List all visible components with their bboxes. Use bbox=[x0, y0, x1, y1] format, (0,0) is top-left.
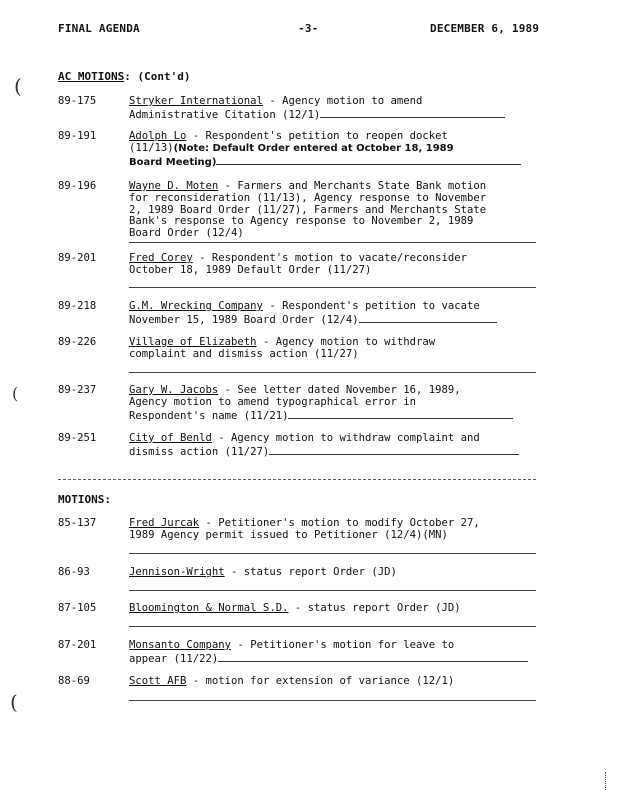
description-line: - Respondent's petition to vacate bbox=[262, 300, 480, 312]
party-name: Fred Jurcak bbox=[129, 517, 200, 529]
docket-number: 89-196 bbox=[58, 180, 97, 192]
description-line: - Petitioner's motion for leave to bbox=[231, 639, 455, 651]
description-line: - motion for extension of variance (12/1) bbox=[186, 675, 455, 687]
party-name: Gary W. Jacobs bbox=[129, 384, 219, 396]
description-line: (11/13) bbox=[129, 141, 174, 154]
description-line: for reconsideration (11/13), Agency response to November bbox=[129, 191, 487, 204]
party-name: City of Benld bbox=[129, 432, 212, 444]
page-number: -3- bbox=[298, 22, 319, 35]
item-description bbox=[129, 518, 539, 542]
docket-number: 89-226 bbox=[58, 336, 97, 348]
item-description bbox=[129, 603, 539, 615]
party-name: Village of Elizabeth bbox=[129, 336, 257, 348]
fill-line bbox=[129, 700, 536, 701]
description-line: Agency motion to amend typographical error in bbox=[129, 395, 417, 408]
fill-line bbox=[129, 626, 536, 627]
description-line: - status report Order (JD) bbox=[288, 602, 461, 614]
description-line: - See letter dated November 16, 1989, bbox=[218, 384, 461, 396]
description-line: Respondent's name (11/21) bbox=[129, 409, 289, 422]
party-name: Stryker International bbox=[129, 95, 263, 107]
docket-number: 89-201 bbox=[58, 252, 97, 264]
docket-number: 88-69 bbox=[58, 675, 90, 687]
section-title-motions: MOTIONS: bbox=[58, 493, 111, 506]
description-line: 2, 1989 Board Order (11/27), Farmers and Merchants State bbox=[129, 203, 487, 216]
fill-line bbox=[288, 409, 513, 419]
description-line: appear (11/22) bbox=[129, 652, 219, 665]
party-name: Wayne D. Moten bbox=[129, 180, 219, 192]
margin-bracket-mark: ( bbox=[12, 384, 19, 403]
description-line: Board Order (12/4) bbox=[129, 227, 244, 240]
party-name: G.M. Wrecking Company bbox=[129, 300, 263, 312]
docket-number: 85-137 bbox=[58, 517, 97, 529]
party-name: Scott AFB bbox=[129, 675, 187, 687]
section-title-rest: : (Cont'd) bbox=[124, 70, 191, 83]
description-line: November 15, 1989 Board Order (12/4) bbox=[129, 313, 359, 326]
description-line: - Petitioner's motion to modify October 27, bbox=[199, 517, 480, 529]
description-line: - Farmers and Merchants State Bank motion bbox=[218, 180, 487, 192]
description-line: - Respondent's motion to vacate/reconsider bbox=[192, 252, 468, 264]
margin-bracket-mark: ( bbox=[14, 74, 22, 98]
section-title-ac-motions bbox=[58, 70, 190, 83]
item-description bbox=[129, 337, 539, 361]
description-line: October 18, 1989 Default Order (11/27) bbox=[129, 263, 372, 276]
item-description bbox=[129, 131, 539, 168]
docket-number: 89-251 bbox=[58, 432, 97, 444]
description-line: - status report Order (JD) bbox=[224, 566, 397, 578]
party-name: Bloomington & Normal S.D. bbox=[129, 602, 289, 614]
fill-line bbox=[218, 652, 528, 662]
fill-line bbox=[359, 313, 497, 323]
note-text: (Note: Default Order entered at October 18, 1989 bbox=[173, 142, 454, 154]
description-line: complaint and dismiss action (11/27) bbox=[129, 347, 359, 360]
item-description bbox=[129, 640, 539, 666]
party-name: Jennison-Wright bbox=[129, 566, 225, 578]
description-line: 1989 Agency permit issued to Petitioner (12/4)(MN) bbox=[129, 528, 448, 541]
description-line: - Agency motion to amend bbox=[262, 95, 423, 107]
party-name: Monsanto Company bbox=[129, 639, 232, 651]
item-description bbox=[129, 385, 539, 422]
item-description bbox=[129, 567, 539, 579]
party-name: Fred Corey bbox=[129, 252, 193, 264]
party-name: Adolph Lo bbox=[129, 130, 187, 142]
description-line: dismiss action (11/27) bbox=[129, 445, 270, 458]
fill-line bbox=[129, 372, 536, 373]
fill-line bbox=[320, 108, 505, 118]
description-line: - Agency motion to withdraw complaint and bbox=[211, 432, 480, 444]
description-line: Bank's response to Agency response to November 2, 1989 bbox=[129, 215, 474, 228]
item-description bbox=[129, 253, 539, 277]
section-title-underlined: AC MOTIONS bbox=[58, 70, 125, 83]
docket-number: 87-105 bbox=[58, 602, 97, 614]
docket-number: 89-191 bbox=[58, 130, 97, 142]
item-description bbox=[129, 301, 539, 327]
header-title: FINAL AGENDA bbox=[58, 22, 140, 35]
note-text: Board Meeting) bbox=[129, 156, 217, 168]
fill-line bbox=[269, 445, 519, 455]
fill-line bbox=[129, 553, 536, 554]
fill-line bbox=[129, 287, 536, 288]
fill-line bbox=[129, 242, 536, 243]
description-line: Administrative Citation (12/1) bbox=[129, 108, 321, 121]
docket-number: 86-93 bbox=[58, 566, 90, 578]
docket-number: 87-201 bbox=[58, 639, 97, 651]
item-description bbox=[129, 181, 539, 240]
fill-line bbox=[129, 590, 536, 591]
section-divider bbox=[58, 479, 536, 480]
header-date: DECEMBER 6, 1989 bbox=[430, 22, 540, 35]
item-description bbox=[129, 96, 539, 122]
margin-bracket-mark: ( bbox=[10, 690, 18, 714]
docket-number: 89-175 bbox=[58, 95, 97, 107]
description-line: - Agency motion to withdraw bbox=[256, 336, 436, 348]
docket-number: 89-237 bbox=[58, 384, 97, 396]
description-line: - Respondent's petition to reopen docket bbox=[186, 130, 448, 142]
item-description bbox=[129, 433, 539, 459]
item-description bbox=[129, 676, 539, 688]
edge-scan-mark bbox=[605, 772, 606, 790]
docket-number: 89-218 bbox=[58, 300, 97, 312]
fill-line bbox=[216, 155, 521, 165]
